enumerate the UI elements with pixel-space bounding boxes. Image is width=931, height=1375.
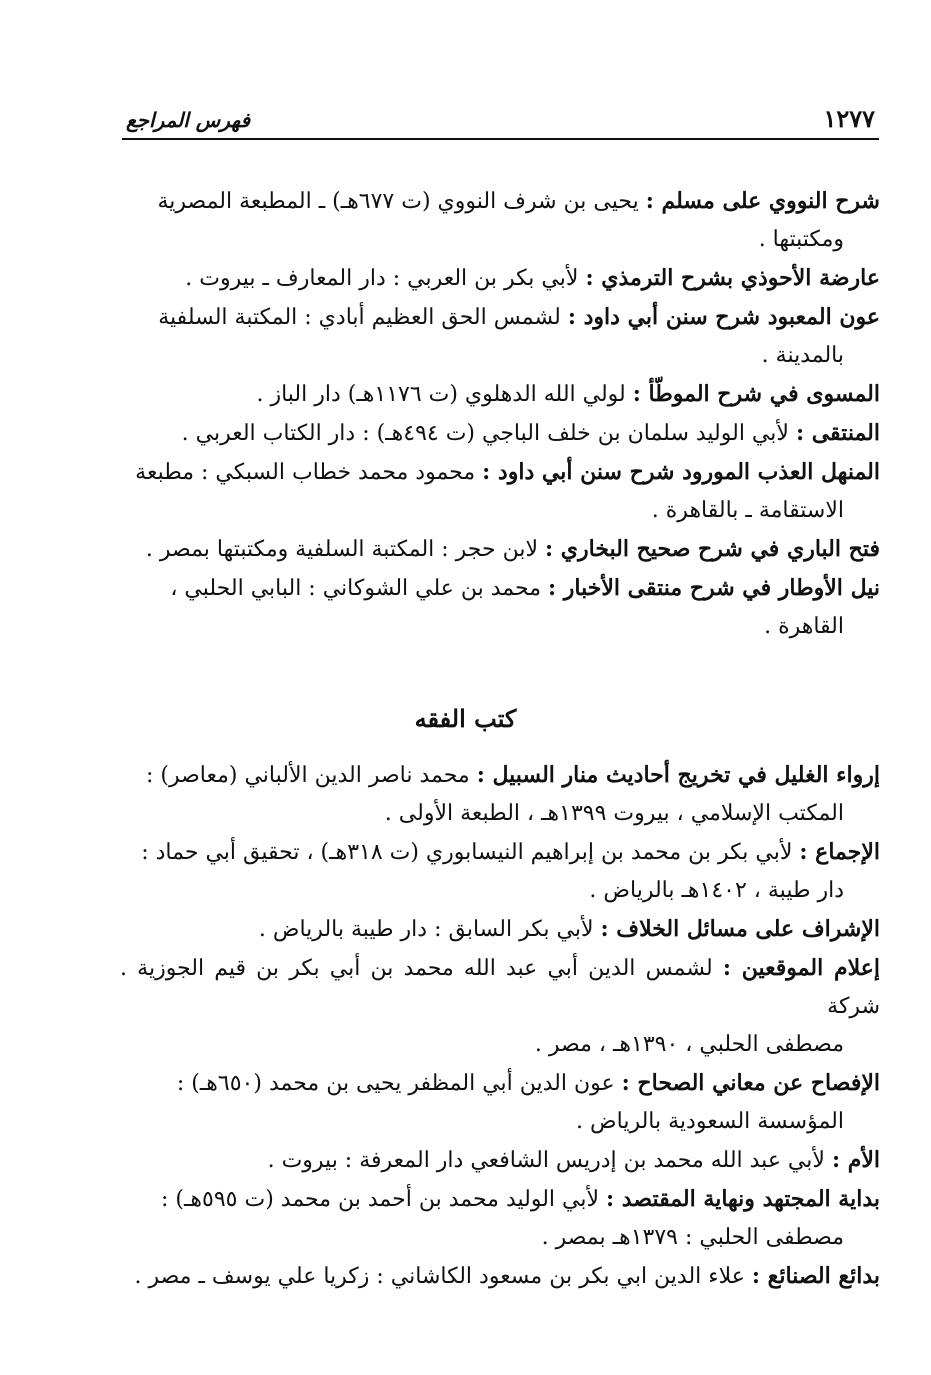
reference-entry bbox=[120, 414, 880, 453]
reference-title: المنتقى : bbox=[795, 420, 880, 446]
reference-entry bbox=[120, 949, 880, 1064]
reference-details: لأبي عبد الله محمد بن إدريس الشافعي دار المعرفة : بيروت . bbox=[267, 1148, 832, 1173]
reference-title: المسوى في شرح الموطّأ : bbox=[632, 381, 880, 407]
reference-title: الأم : bbox=[831, 1147, 880, 1173]
reference-title: فتح الباري في شرح صحيح البخاري : bbox=[545, 536, 880, 562]
reference-title: عارضة الأحوذي بشرح الترمذي : bbox=[585, 265, 880, 291]
reference-entry bbox=[120, 1257, 880, 1296]
reference-continuation: مصطفى الحلبي ، ١٣٩٠هـ ، مصر . bbox=[534, 1032, 844, 1057]
reference-continuation: القاهرة . bbox=[764, 614, 844, 639]
reference-entry bbox=[120, 910, 880, 949]
references-list-fiqh bbox=[120, 756, 880, 1296]
reference-continuation: المكتب الإسلامي ، بيروت ١٣٩٩هـ ، الطبعة الأولى . bbox=[384, 801, 844, 826]
reference-details: يحيى بن شرف النووي (ت ٦٧٧هـ) ـ المطبعة المصرية bbox=[157, 189, 646, 214]
reference-details: لأبي الوليد سلمان بن خلف الباجي (ت ٤٩٤هـ) : دار الكتاب العربي . bbox=[181, 421, 796, 446]
reference-continuation: ومكتبتها . bbox=[758, 227, 844, 252]
reference-continuation: مصطفى الحلبي : ١٣٧٩هـ بمصر . bbox=[541, 1225, 844, 1250]
reference-entry bbox=[120, 375, 880, 414]
reference-details: لأبي بكر السابق : دار طيبة بالرياض . bbox=[258, 917, 601, 942]
reference-title: الإجماع : bbox=[799, 839, 880, 865]
reference-entry bbox=[120, 1141, 880, 1180]
reference-details: لولي الله الدهلوي (ت ١١٧٦هـ) دار الباز . bbox=[256, 382, 633, 407]
reference-details: علاء الدين ابي بكر بن مسعود الكاشاني : زكريا علي يوسف ـ مصر . bbox=[134, 1264, 752, 1289]
reference-title: بدائع الصنائع : bbox=[751, 1263, 880, 1289]
reference-continuation: المؤسسة السعودية بالرياض . bbox=[576, 1109, 844, 1134]
running-title: فهرس المراجع bbox=[126, 108, 251, 132]
reference-title: إعلام الموقعين : bbox=[722, 955, 880, 981]
reference-title: عون المعبود شرح سنن أبي داود : bbox=[567, 304, 880, 330]
reference-entry bbox=[120, 530, 880, 569]
reference-details: لشمس الدين أبي عبد الله محمد بن أبي بكر بن قيم الجوزية . شركة bbox=[120, 956, 880, 1019]
reference-details: محمد ناصر الدين الألباني (معاصر) : bbox=[145, 763, 477, 788]
reference-title: الإشراف على مسائل الخلاف : bbox=[600, 916, 880, 942]
reference-entry bbox=[120, 569, 880, 646]
reference-entry bbox=[120, 453, 880, 530]
reference-details: لشمس الحق العظيم أبادي : المكتبة السلفية bbox=[158, 305, 568, 330]
reference-title: الإفصاح عن معاني الصحاح : bbox=[621, 1070, 880, 1096]
reference-entry bbox=[120, 1180, 880, 1257]
reference-details: لأبي بكر بن محمد بن إبراهيم النيسابوري (ت ٣١٨هـ) ، تحقيق أبي حماد : bbox=[141, 840, 800, 865]
reference-title: نيل الأوطار في شرح منتقى الأخبار : bbox=[548, 575, 880, 601]
page-number: ١٢٧٧ bbox=[823, 104, 875, 133]
reference-entry bbox=[120, 833, 880, 910]
reference-continuation: بالمدينة . bbox=[761, 343, 844, 368]
reference-entry bbox=[120, 182, 880, 259]
reference-title: المنهل العذب المورود شرح سنن أبي داود : bbox=[482, 459, 880, 485]
reference-title: شرح النووي على مسلم : bbox=[645, 188, 880, 214]
reference-continuation: دار طيبة ، ١٤٠٢هـ بالرياض . bbox=[589, 878, 844, 903]
section-heading-fiqh: كتب الفقه bbox=[414, 704, 517, 733]
reference-details: عون الدين أبي المظفر يحيى بن محمد (٦٥٠هـ) : bbox=[176, 1071, 622, 1096]
reference-entry bbox=[120, 756, 880, 833]
page-header bbox=[122, 98, 879, 140]
reference-details: لأبي الوليد محمد بن أحمد بن محمد (ت ٥٩٥هـ) : bbox=[160, 1187, 607, 1212]
reference-entry bbox=[120, 1064, 880, 1141]
reference-title: بداية المجتهد ونهاية المقتصد : bbox=[606, 1186, 880, 1212]
reference-title: إرواء الغليل في تخريج أحاديث منار السبيل : bbox=[476, 762, 880, 788]
reference-details: لأبي بكر بن العربي : دار المعارف ـ بيروت . bbox=[185, 266, 586, 291]
reference-details: لابن حجر : المكتبة السلفية ومكتبتها بمصر . bbox=[145, 537, 546, 562]
reference-entry bbox=[120, 298, 880, 375]
reference-entry bbox=[120, 259, 880, 298]
reference-details: محمود محمد خطاب السبكي : مطبعة bbox=[135, 460, 483, 485]
reference-details: محمد بن علي الشوكاني : البابي الحلبي ، bbox=[170, 576, 548, 601]
reference-continuation: الاستقامة ـ بالقاهرة . bbox=[651, 498, 844, 523]
references-list-hadith bbox=[120, 182, 880, 646]
